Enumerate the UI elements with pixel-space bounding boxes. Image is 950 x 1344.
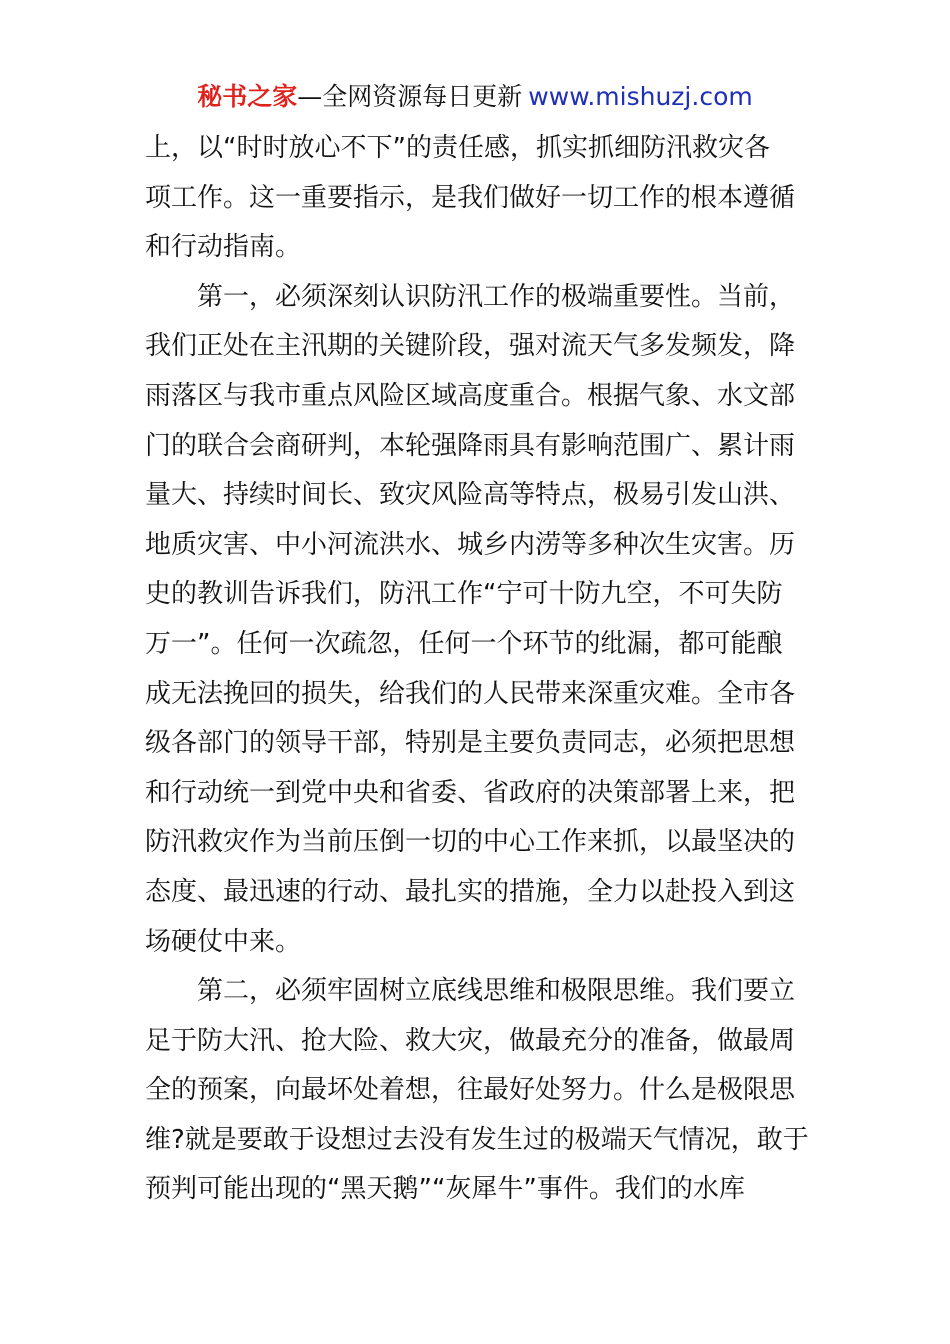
- text-line: 场硬仗中来。: [145, 926, 302, 957]
- text-line: 门的联合会商研判，本轮强降雨具有影响范围广、累计雨: [145, 430, 796, 461]
- paragraph-first-line: 第二，必须牢固树立底线思维和极限思维。我们要立: [197, 976, 796, 1007]
- text-line: 和行动指南。: [145, 232, 302, 263]
- paragraph-first-line: 第一，必须深刻认识防汛工作的极端重要性。当前，: [197, 281, 796, 312]
- text-line: 足于防大汛、抢大险、救大灾，做最充分的准备，做最周: [145, 1025, 796, 1056]
- text-line: 地质灾害、中小河流洪水、城乡内涝等多种次生灾害。历: [145, 529, 796, 560]
- text-line: 雨落区与我市重点风险区域高度重合。根据气象、水文部: [145, 380, 796, 411]
- page-header: [0, 80, 950, 114]
- text-line: 量大、持续时间长、致灾风险高等特点，极易引发山洪、: [145, 480, 796, 511]
- text-line: 成无法挽回的损失，给我们的人民带来深重灾难。全市各: [145, 678, 796, 709]
- text-line: 级各部门的领导干部，特别是主要负责同志，必须把思想: [145, 728, 796, 759]
- text-line: 态度、最迅速的行动、最扎实的措施，全力以赴投入到这: [145, 876, 796, 907]
- brand-name: 秘书之家: [197, 82, 298, 111]
- text-line: 项工作。这一重要指示，是我们做好一切工作的根本遵循: [145, 182, 796, 213]
- document-body: [145, 124, 810, 1215]
- text-line: 预判可能出现的“黑天鹅”“灰犀牛”事件。我们的水库: [145, 1174, 745, 1205]
- text-line: 全的预案，向最坏处着想，往最好处努力。什么是极限思: [145, 1075, 796, 1106]
- text-line: 我们正处在主汛期的关键阶段，强对流天气多发频发，降: [145, 331, 796, 362]
- header-tagline: —全网资源每日更新: [297, 82, 523, 111]
- site-url-link[interactable]: www.mishuzj.com: [528, 82, 753, 111]
- text-line: 和行动统一到党中央和省委、省政府的决策部署上来，把: [145, 777, 796, 808]
- text-line: 史的教训告诉我们，防汛工作“宁可十防九空，不可失防: [145, 579, 783, 610]
- text-line: 万一”。任何一次疏忽，任何一个环节的纰漏，都可能酿: [145, 628, 783, 659]
- text-line: 上，以“时时放心不下”的责任感，抓实抓细防汛救灾各: [145, 133, 770, 163]
- text-line: 维?就是要敢于设想过去没有发生过的极端天气情况，敢于: [145, 1124, 809, 1155]
- text-line: 防汛救灾作为当前压倒一切的中心工作来抓，以最坚决的: [145, 827, 796, 858]
